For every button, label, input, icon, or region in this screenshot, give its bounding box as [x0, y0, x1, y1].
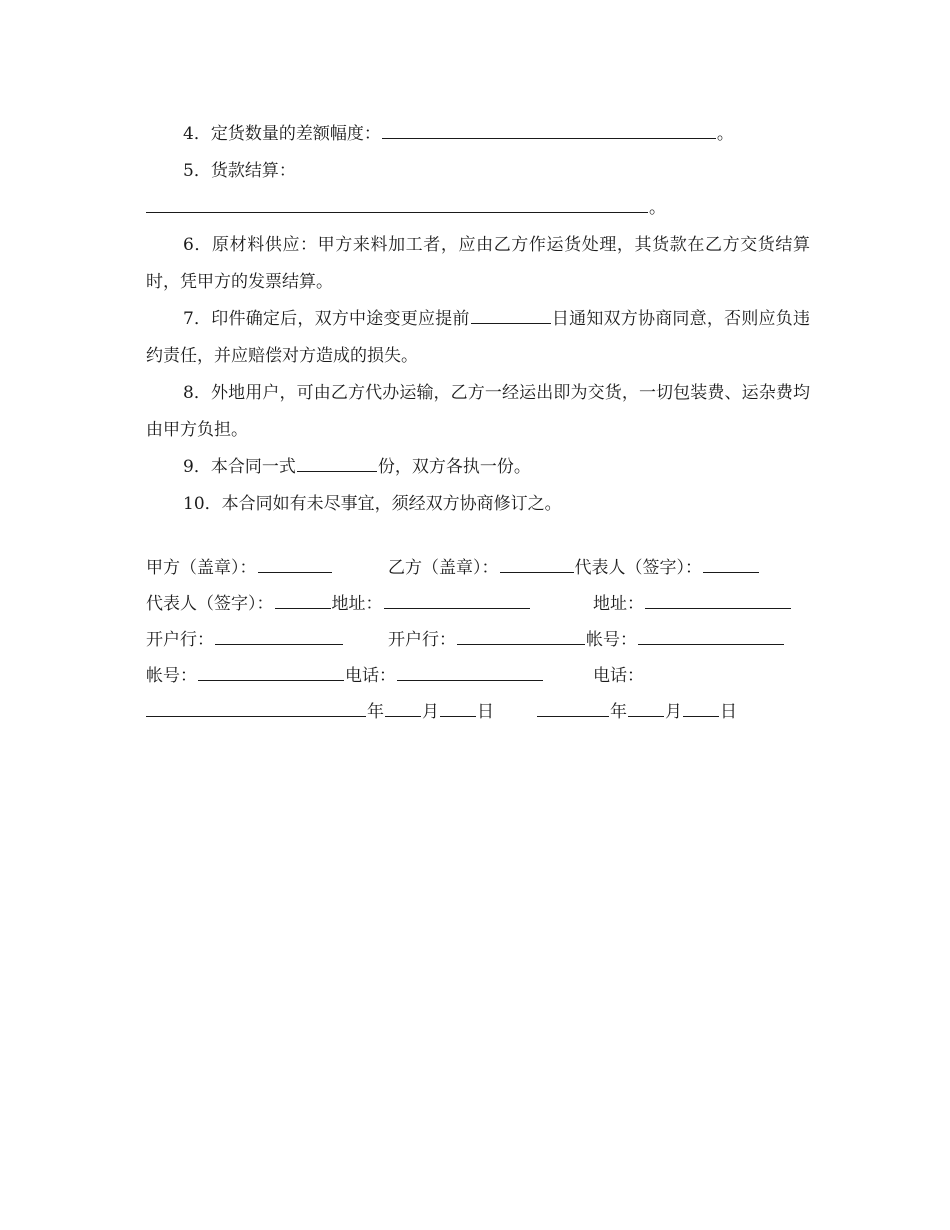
party-b-month-blank — [628, 700, 664, 717]
party-a-rep — [146, 586, 531, 622]
clause-6-text: 6．原材料供应：甲方来料加工者，应由乙方作运货处理，其货款在乙方交货结算时，凭甲方的发票结算。 — [146, 235, 810, 292]
party-a-date — [146, 694, 494, 730]
party-a-account-label: 帐号： — [146, 666, 197, 686]
party-b-day-label: 日 — [720, 702, 737, 722]
party-a-account-blank — [198, 664, 344, 681]
clause-7-post: 日通知双方协商同意，否则应负违约责任，并应赔偿对方造成的损失。 — [146, 309, 811, 366]
clause-5-text: 5．货款结算： — [183, 161, 296, 181]
party-a-address-label: 地址： — [331, 594, 383, 614]
party-a-seal-blank — [258, 556, 332, 573]
party-a-bank — [146, 622, 344, 658]
party-a-rep-blank — [275, 592, 331, 609]
clause-10 — [146, 486, 810, 523]
party-b-account-blank — [638, 628, 784, 645]
signature-row-1 — [146, 550, 806, 586]
party-b-address-label: 地址： — [593, 594, 644, 614]
clause-8 — [146, 375, 810, 449]
party-a-month-label: 月 — [422, 702, 439, 722]
signature-row-2 — [146, 586, 806, 622]
party-a-seal-label: 甲方（盖章）： — [146, 558, 257, 578]
clause-4-text: 4．定货数量的差额幅度： — [183, 124, 381, 144]
clause-9 — [146, 449, 810, 486]
party-b-phone-blank — [146, 700, 366, 717]
party-b-rep-label: 代表人（签字）： — [574, 558, 702, 578]
party-a-phone-blank — [397, 664, 543, 681]
signature-block — [146, 550, 806, 730]
party-a-account — [146, 658, 544, 694]
party-a-day-label: 日 — [477, 702, 494, 722]
party-b-bank-blank — [457, 628, 585, 645]
party-b-phone — [593, 658, 644, 694]
clause-4 — [146, 116, 810, 153]
party-b-month-label: 月 — [665, 702, 682, 722]
clause-9-pre: 9．本合同一式 — [183, 457, 296, 477]
payment-settlement-blank — [146, 196, 648, 213]
party-a-day-blank — [440, 700, 476, 717]
party-b-year-label: 年 — [610, 702, 627, 722]
party-a-bank-blank — [215, 628, 343, 645]
party-a-phone-label: 电话： — [345, 666, 396, 686]
clause-9-post: 份，双方各执一份。 — [377, 457, 531, 477]
signature-row-5 — [146, 694, 806, 730]
quantity-tolerance-blank — [382, 122, 716, 139]
clause-10-text: 10．本合同如有未尽事宜，须经双方协商修订之。 — [183, 494, 562, 514]
party-a-address-blank — [384, 592, 530, 609]
party-a-rep-label: 代表人（签字）： — [146, 594, 274, 614]
signature-row-3 — [146, 622, 806, 658]
clause-7 — [146, 301, 810, 375]
copies-count-blank — [297, 455, 377, 472]
party-a-month-blank — [385, 700, 421, 717]
party-a-bank-label: 开户行： — [146, 630, 214, 650]
party-b-bank-label: 开户行： — [388, 630, 456, 650]
clause-5-line — [146, 190, 810, 227]
party-a-seal — [146, 550, 333, 586]
contract-clauses — [146, 116, 810, 523]
party-b-seal — [388, 550, 760, 586]
clause-8-text: 8．外地用户，可由乙方代办运输，乙方一经运出即为交货，一切包装费、运杂费均由甲方负担。 — [146, 383, 810, 440]
party-b-phone-label: 电话： — [593, 666, 644, 686]
party-b-date — [536, 694, 737, 730]
signature-row-4 — [146, 658, 806, 694]
change-notice-days-blank — [471, 307, 551, 324]
party-b-seal-blank — [500, 556, 574, 573]
clause-5-end: 。 — [649, 198, 666, 218]
party-b-year-blank — [537, 700, 609, 717]
clause-5 — [146, 153, 810, 190]
clause-4-end: 。 — [716, 124, 734, 144]
party-b-bank — [388, 622, 785, 658]
party-b-account-label: 帐号： — [586, 630, 637, 650]
party-b-seal-label: 乙方（盖章）： — [388, 558, 499, 578]
party-b-rep-blank — [703, 556, 759, 573]
clause-7-pre: 7．印件确定后，双方中途变更应提前 — [183, 309, 470, 329]
clause-6 — [146, 227, 810, 301]
party-a-year-label: 年 — [367, 702, 384, 722]
party-b-address — [593, 586, 792, 622]
party-b-address-blank — [645, 592, 791, 609]
party-b-day-blank — [683, 700, 719, 717]
